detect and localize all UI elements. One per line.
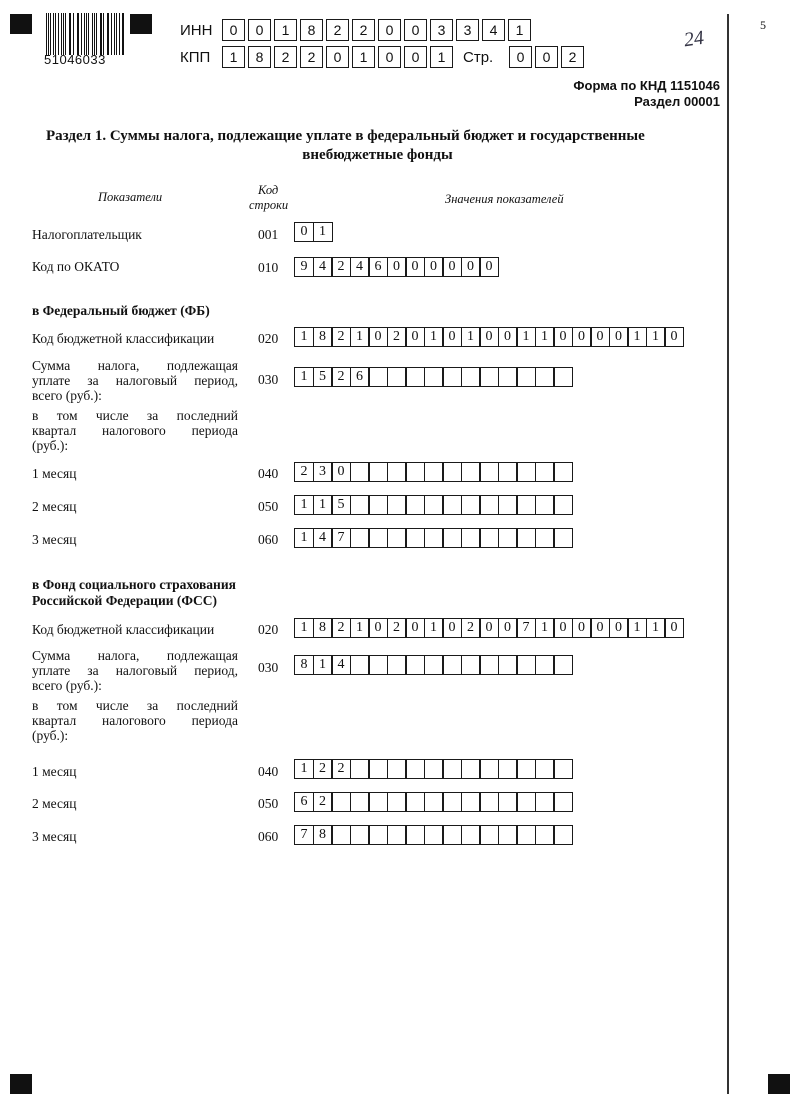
fb-heading: в Федеральный бюджет (ФБ) [32, 303, 210, 318]
digit-cell: 0 [424, 257, 444, 277]
digit-cell: 2 [561, 46, 584, 68]
digit-cell: 0 [572, 618, 592, 638]
right-margin-line [727, 14, 729, 1094]
digit-cell [368, 462, 388, 482]
digit-cell [498, 462, 518, 482]
digit-cell: 0 [442, 257, 462, 277]
digit-cell: 8 [313, 618, 333, 638]
digit-cell [368, 825, 388, 845]
digit-cell: 0 [442, 618, 462, 638]
digit-cell [350, 462, 370, 482]
digit-cell [461, 792, 481, 812]
digit-cell: 6 [350, 367, 370, 387]
digit-cell [498, 655, 518, 675]
digit-cell: 1 [313, 495, 333, 515]
digit-cell [442, 367, 462, 387]
digit-cell [461, 367, 481, 387]
digit-cell: 0 [479, 618, 499, 638]
fss-m2-code: 050 [258, 796, 279, 811]
fb-quarter-label-2: квартал налогового периода [32, 423, 238, 438]
digit-cell: 0 [405, 618, 425, 638]
fb-m3-code: 060 [258, 532, 279, 547]
digit-cell [442, 462, 462, 482]
digit-cell [553, 495, 573, 515]
digit-cell: 1 [646, 618, 666, 638]
digit-cell [368, 367, 388, 387]
digit-cell: 0 [442, 327, 462, 347]
fb-sum-label-1: Сумма налога, подлежащая [32, 358, 238, 373]
digit-cell [442, 792, 462, 812]
fss-kbk-cells [294, 618, 683, 638]
digit-cell [479, 759, 499, 779]
digit-cell: 0 [609, 618, 629, 638]
digit-cell: 0 [664, 327, 684, 347]
digit-cell [424, 367, 444, 387]
fss-m1-cells [294, 759, 572, 779]
digit-cell: 0 [404, 19, 427, 41]
digit-cell: 1 [352, 46, 375, 68]
fss-kbk-label: Код бюджетной классификации [32, 622, 215, 637]
digit-cell [479, 528, 499, 548]
fss-heading-2: Российской Федерации (ФСС) [32, 593, 217, 608]
fb-quarter-label-1: в том числе за последний [32, 408, 238, 423]
digit-cell [424, 825, 444, 845]
digit-cell [461, 655, 481, 675]
digit-cell: 0 [461, 257, 481, 277]
digit-cell: 4 [350, 257, 370, 277]
digit-cell: 0 [553, 327, 573, 347]
digit-cell: 0 [590, 327, 610, 347]
digit-cell [331, 792, 351, 812]
digit-cell [479, 655, 499, 675]
digit-cell: 1 [627, 618, 647, 638]
digit-cell [553, 825, 573, 845]
digit-cell [498, 825, 518, 845]
digit-cell: 1 [535, 327, 555, 347]
digit-cell: 0 [405, 257, 425, 277]
digit-cell: 1 [294, 367, 314, 387]
title-line-2: внебюджетные фонды [302, 147, 453, 163]
digit-cell: 3 [430, 19, 453, 41]
digit-cell [405, 759, 425, 779]
digit-cell: 1 [516, 327, 536, 347]
digit-cell [350, 759, 370, 779]
digit-cell: 2 [461, 618, 481, 638]
digit-cell: 6 [294, 792, 314, 812]
fss-sum-code: 030 [258, 660, 279, 675]
digit-cell: 0 [222, 19, 245, 41]
fss-sum-label-3: всего (руб.): [32, 678, 102, 693]
digit-cell [405, 367, 425, 387]
digit-cell [424, 495, 444, 515]
digit-cell [405, 655, 425, 675]
digit-cell: 2 [387, 327, 407, 347]
col-values: Значения показателей [445, 192, 564, 206]
digit-cell [516, 655, 536, 675]
digit-cell [479, 367, 499, 387]
digit-cell: 2 [331, 618, 351, 638]
digit-cell [479, 495, 499, 515]
digit-cell: 4 [313, 528, 333, 548]
digit-cell: 0 [368, 327, 388, 347]
digit-cell [498, 792, 518, 812]
digit-cell [387, 759, 407, 779]
digit-cell [368, 528, 388, 548]
digit-cell: 0 [509, 46, 532, 68]
digit-cell: 0 [479, 257, 499, 277]
digit-cell: 0 [498, 327, 518, 347]
digit-cell: 8 [248, 46, 271, 68]
barcode-bar [53, 13, 54, 55]
fb-m2-label: 2 месяц [32, 499, 77, 514]
digit-cell: 2 [387, 618, 407, 638]
fb-m1-code: 040 [258, 466, 279, 481]
digit-cell [479, 792, 499, 812]
digit-cell [479, 825, 499, 845]
barcode-bar [81, 13, 82, 55]
fss-sum-label-2: уплате за налоговый период, [32, 663, 238, 678]
title-line-1: Раздел 1. Суммы налога, подлежащие уплате в федеральный бюджет и государственные [46, 128, 645, 144]
barcode-bar [46, 13, 47, 55]
digit-cell: 2 [300, 46, 323, 68]
digit-cell: 0 [326, 46, 349, 68]
fb-kbk-cells [294, 327, 683, 347]
digit-cell [535, 825, 555, 845]
digit-cell: 0 [664, 618, 684, 638]
digit-cell: 1 [424, 618, 444, 638]
digit-cell: 0 [479, 327, 499, 347]
digit-cell [350, 792, 370, 812]
page-cells [509, 46, 587, 68]
digit-cell [516, 825, 536, 845]
digit-cell: 0 [590, 618, 610, 638]
barcode-bar [55, 13, 56, 55]
fb-quarter-label-3: (руб.): [32, 438, 69, 453]
digit-cell: 8 [294, 655, 314, 675]
digit-cell: 4 [331, 655, 351, 675]
digit-cell: 7 [331, 528, 351, 548]
digit-cell: 2 [331, 367, 351, 387]
digit-cell: 1 [424, 327, 444, 347]
digit-cell: 0 [387, 257, 407, 277]
digit-cell [387, 792, 407, 812]
corner-marker-top-right [130, 14, 152, 34]
digit-cell: 2 [331, 327, 351, 347]
digit-cell [498, 367, 518, 387]
inn-cells [222, 19, 534, 41]
taxpayer-label: Налогоплательщик [32, 227, 142, 242]
barcode-bar [69, 13, 70, 55]
fb-sum-label-2: уплате за налоговый период, [32, 373, 238, 388]
barcode-bar [96, 13, 97, 55]
fb-m3-label: 3 месяц [32, 532, 77, 547]
digit-cell [424, 528, 444, 548]
handwritten-note: 24 [682, 26, 706, 52]
digit-cell: 1 [222, 46, 245, 68]
digit-cell [461, 528, 481, 548]
digit-cell [424, 655, 444, 675]
digit-cell: 6 [368, 257, 388, 277]
digit-cell: 3 [313, 462, 333, 482]
digit-cell: 7 [294, 825, 314, 845]
digit-cell: 1 [508, 19, 531, 41]
digit-cell [424, 462, 444, 482]
digit-cell [350, 528, 370, 548]
digit-cell [498, 495, 518, 515]
form-line: Форма по КНД 1151046 [573, 78, 720, 93]
digit-cell [553, 462, 573, 482]
digit-cell: 5 [331, 495, 351, 515]
digit-cell: 1 [646, 327, 666, 347]
fss-m1-label: 1 месяц [32, 764, 77, 779]
digit-cell: 8 [313, 327, 333, 347]
digit-cell: 1 [313, 655, 333, 675]
digit-cell: 8 [300, 19, 323, 41]
digit-cell: 2 [331, 257, 351, 277]
digit-cell [387, 655, 407, 675]
fb-m2-code: 050 [258, 499, 279, 514]
digit-cell [405, 825, 425, 845]
okato-code: 010 [258, 260, 279, 275]
digit-cell: 0 [368, 618, 388, 638]
taxpayer-code: 001 [258, 227, 279, 242]
fss-m2-cells [294, 792, 572, 812]
fss-m1-code: 040 [258, 764, 279, 779]
digit-cell: 1 [294, 528, 314, 548]
fss-quarter-label-1: в том числе за последний [32, 698, 238, 713]
digit-cell: 2 [313, 759, 333, 779]
digit-cell: 0 [404, 46, 427, 68]
digit-cell: 0 [405, 327, 425, 347]
digit-cell [535, 759, 555, 779]
barcode-number: 51046033 [44, 52, 106, 67]
page-label: Стр. [463, 49, 494, 66]
digit-cell [535, 655, 555, 675]
fss-m3-cells [294, 825, 572, 845]
digit-cell [516, 495, 536, 515]
digit-cell: 4 [482, 19, 505, 41]
digit-cell [368, 792, 388, 812]
digit-cell: 1 [430, 46, 453, 68]
page-number: 5 [760, 18, 766, 32]
barcode-bar [88, 13, 89, 55]
inn-label: ИНН [180, 22, 213, 39]
barcode-bar [123, 13, 124, 55]
fb-m3-cells [294, 528, 572, 548]
digit-cell: 0 [498, 618, 518, 638]
corner-marker-top-left [10, 14, 32, 34]
digit-cell [461, 759, 481, 779]
fss-m3-code: 060 [258, 829, 279, 844]
col-indicators: Показатели [98, 190, 163, 204]
digit-cell [498, 759, 518, 779]
digit-cell: 1 [294, 759, 314, 779]
fss-sum-label-1: Сумма налога, подлежащая [32, 648, 238, 663]
digit-cell: 4 [313, 257, 333, 277]
digit-cell: 0 [378, 19, 401, 41]
digit-cell: 2 [326, 19, 349, 41]
kpp-label: КПП [180, 49, 211, 66]
digit-cell [442, 759, 462, 779]
digit-cell [553, 367, 573, 387]
digit-cell [350, 655, 370, 675]
digit-cell: 1 [274, 19, 297, 41]
digit-cell: 2 [274, 46, 297, 68]
okato-label: Код по ОКАТО [32, 259, 120, 274]
digit-cell: 9 [294, 257, 314, 277]
digit-cell [387, 367, 407, 387]
digit-cell: 0 [609, 327, 629, 347]
digit-cell [442, 495, 462, 515]
barcode-bar [92, 13, 93, 55]
digit-cell: 1 [350, 327, 370, 347]
digit-cell: 1 [294, 495, 314, 515]
digit-cell [442, 825, 462, 845]
digit-cell: 1 [294, 327, 314, 347]
fss-heading-1: в Фонд социального страхования [32, 577, 236, 592]
digit-cell: 0 [572, 327, 592, 347]
fb-kbk-label: Код бюджетной классификации [32, 331, 215, 346]
digit-cell: 0 [378, 46, 401, 68]
digit-cell [516, 528, 536, 548]
digit-cell [368, 759, 388, 779]
taxpayer-cells [294, 222, 331, 242]
barcode-bar [107, 13, 108, 55]
digit-cell: 1 [294, 618, 314, 638]
digit-cell: 2 [313, 792, 333, 812]
digit-cell [553, 528, 573, 548]
digit-cell: 0 [331, 462, 351, 482]
barcode-bar [65, 13, 66, 55]
digit-cell [350, 825, 370, 845]
digit-cell [535, 495, 555, 515]
digit-cell [442, 528, 462, 548]
digit-cell [553, 655, 573, 675]
okato-cells [294, 257, 498, 277]
digit-cell: 1 [313, 222, 333, 242]
digit-cell [405, 792, 425, 812]
digit-cell [479, 462, 499, 482]
digit-cell [535, 792, 555, 812]
section-line: Раздел 00001 [634, 94, 720, 109]
col-code-1: Код [258, 183, 279, 197]
digit-cell [535, 528, 555, 548]
digit-cell [350, 495, 370, 515]
digit-cell: 1 [535, 618, 555, 638]
digit-cell [368, 655, 388, 675]
digit-cell [461, 462, 481, 482]
fb-sum-label-3: всего (руб.): [32, 388, 102, 403]
fb-sum-code: 030 [258, 372, 279, 387]
fb-m2-cells [294, 495, 572, 515]
barcode-bar [73, 13, 74, 55]
digit-cell: 1 [350, 618, 370, 638]
digit-cell [331, 825, 351, 845]
digit-cell: 0 [248, 19, 271, 41]
barcode-bar [116, 13, 117, 55]
fss-m2-label: 2 месяц [32, 796, 77, 811]
digit-cell: 1 [627, 327, 647, 347]
digit-cell [516, 462, 536, 482]
corner-marker-bottom-right [768, 1074, 790, 1094]
digit-cell [516, 792, 536, 812]
digit-cell: 1 [461, 327, 481, 347]
digit-cell: 2 [331, 759, 351, 779]
fss-kbk-code: 020 [258, 622, 279, 637]
fss-quarter-label-2: квартал налогового периода [32, 713, 238, 728]
fb-kbk-code: 020 [258, 331, 279, 346]
fss-quarter-label-3: (руб.): [32, 728, 69, 743]
barcode-bar [108, 13, 109, 55]
fss-m3-label: 3 месяц [32, 829, 77, 844]
digit-cell: 2 [294, 462, 314, 482]
digit-cell: 2 [352, 19, 375, 41]
digit-cell [424, 759, 444, 779]
digit-cell: 8 [313, 825, 333, 845]
digit-cell: 5 [313, 367, 333, 387]
digit-cell [498, 528, 518, 548]
digit-cell [387, 462, 407, 482]
digit-cell [553, 792, 573, 812]
digit-cell: 0 [553, 618, 573, 638]
digit-cell [405, 495, 425, 515]
digit-cell: 0 [535, 46, 558, 68]
digit-cell [516, 367, 536, 387]
corner-marker-bottom-left [10, 1074, 32, 1094]
digit-cell [387, 825, 407, 845]
digit-cell [405, 528, 425, 548]
fss-sum-cells [294, 655, 572, 675]
digit-cell: 3 [456, 19, 479, 41]
digit-cell [387, 528, 407, 548]
fb-m1-cells [294, 462, 572, 482]
digit-cell [387, 495, 407, 515]
barcode [46, 13, 126, 55]
kpp-cells [222, 46, 456, 68]
digit-cell [553, 759, 573, 779]
digit-cell: 0 [294, 222, 314, 242]
digit-cell [516, 759, 536, 779]
digit-cell [405, 462, 425, 482]
digit-cell [461, 825, 481, 845]
digit-cell: 7 [516, 618, 536, 638]
digit-cell [368, 495, 388, 515]
digit-cell [424, 792, 444, 812]
digit-cell [442, 655, 462, 675]
digit-cell [535, 462, 555, 482]
fb-m1-label: 1 месяц [32, 466, 77, 481]
digit-cell [461, 495, 481, 515]
col-code-2: строки [249, 198, 289, 212]
fb-sum-cells [294, 367, 572, 387]
digit-cell [535, 367, 555, 387]
